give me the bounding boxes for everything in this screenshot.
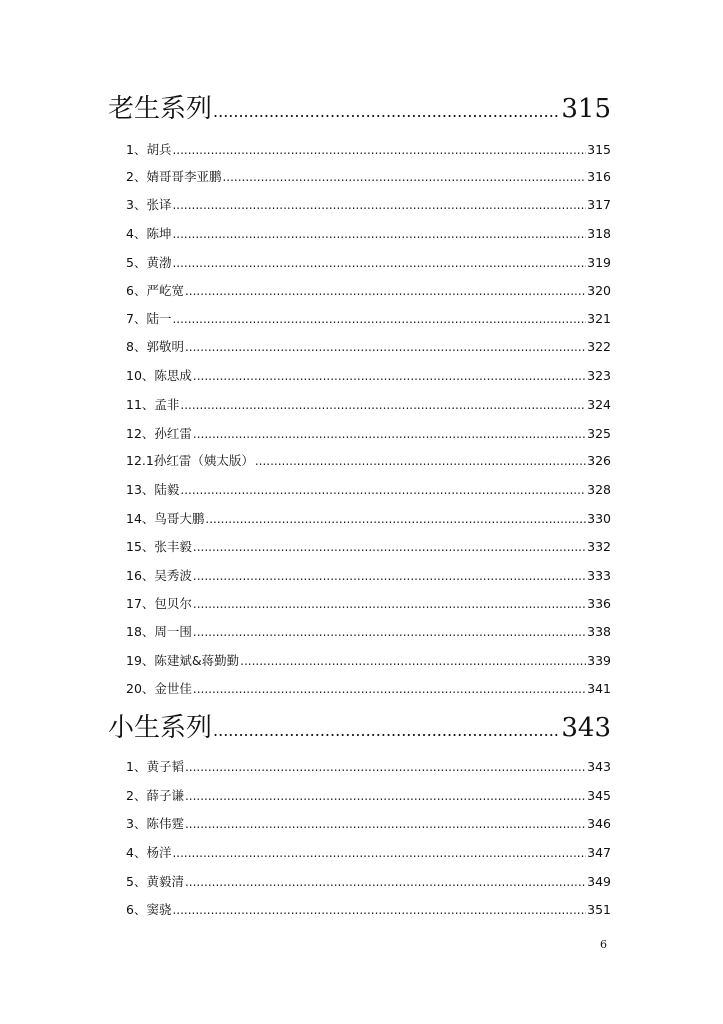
entry-page-number: 333 — [587, 568, 611, 583]
section-title: 小生系列 — [108, 713, 213, 743]
toc-entry[interactable] — [126, 480, 611, 498]
toc-entry[interactable] — [126, 757, 611, 775]
entry-label: 2、薛子谦 — [126, 788, 184, 803]
entry-label: 17、包贝尔 — [126, 596, 192, 611]
entry-label: 4、杨洋 — [126, 845, 172, 860]
entry-label: 13、陆毅 — [126, 482, 180, 497]
entry-page-number: 339 — [587, 653, 611, 668]
entry-page-number: 318 — [587, 226, 611, 241]
toc-entry[interactable] — [126, 224, 611, 242]
dot-leader — [213, 102, 560, 121]
toc-entry[interactable] — [126, 337, 611, 355]
toc-entry[interactable] — [126, 195, 611, 213]
dot-leader — [193, 625, 586, 639]
dot-leader — [193, 569, 586, 583]
toc-entry[interactable] — [126, 451, 611, 469]
entry-label: 6、窦骁 — [126, 902, 172, 917]
entry-page-number: 349 — [587, 874, 611, 889]
entry-page-number: 316 — [587, 169, 611, 184]
entry-label: 1、黄子韬 — [126, 759, 184, 774]
dot-leader — [185, 817, 586, 831]
section-page-number: 315 — [561, 94, 611, 124]
toc-entry[interactable] — [126, 651, 611, 669]
section-title: 老生系列 — [108, 94, 213, 124]
entry-page-number: 341 — [587, 681, 611, 696]
entry-label: 16、吴秀波 — [126, 568, 192, 583]
toc-entry[interactable] — [126, 786, 611, 804]
toc-entry[interactable] — [126, 594, 611, 612]
dot-leader — [193, 540, 586, 554]
entry-label: 3、陈伟霆 — [126, 816, 184, 831]
dot-leader — [193, 682, 586, 696]
entry-page-number: 324 — [587, 397, 611, 412]
dot-leader — [172, 312, 586, 326]
dot-leader — [185, 789, 586, 803]
entry-page-number: 343 — [587, 759, 611, 774]
toc-entry[interactable] — [126, 424, 611, 442]
toc-entry[interactable] — [126, 395, 611, 413]
toc-entry[interactable] — [126, 900, 611, 918]
entry-page-number: 330 — [587, 511, 611, 526]
dot-leader — [180, 398, 586, 412]
toc-entry[interactable] — [126, 167, 611, 185]
dot-leader — [172, 227, 586, 241]
dot-leader — [193, 369, 586, 383]
dot-leader — [222, 170, 586, 184]
entry-page-number: 321 — [587, 311, 611, 326]
entry-label: 3、张译 — [126, 197, 172, 212]
dot-leader — [172, 198, 586, 212]
entry-page-number: 328 — [587, 482, 611, 497]
entry-page-number: 336 — [587, 596, 611, 611]
entry-label: 15、张丰毅 — [126, 539, 192, 554]
page-number: 6 — [600, 938, 607, 951]
entry-label: 6、严屹宽 — [126, 283, 184, 298]
toc-section-heading[interactable] — [108, 88, 611, 125]
entry-label: 5、黄渤 — [126, 255, 172, 270]
toc-entry[interactable] — [126, 309, 611, 327]
entry-label: 12、孙红雷 — [126, 426, 192, 441]
toc-entry[interactable] — [126, 843, 611, 861]
entry-label: 18、周一围 — [126, 624, 192, 639]
toc-entry[interactable] — [126, 537, 611, 555]
toc-entry[interactable] — [126, 566, 611, 584]
toc-entry[interactable] — [126, 814, 611, 832]
entry-page-number: 319 — [587, 255, 611, 270]
toc-entry[interactable] — [126, 509, 611, 527]
entry-page-number: 315 — [587, 142, 611, 157]
entry-label: 20、金世佳 — [126, 681, 192, 696]
dot-leader — [172, 846, 586, 860]
entry-label: 14、鸟哥大鹏 — [126, 511, 205, 526]
toc-entry[interactable] — [126, 281, 611, 299]
dot-leader — [240, 654, 586, 668]
entry-label: 5、黄毅清 — [126, 874, 184, 889]
toc-entry[interactable] — [126, 622, 611, 640]
entry-page-number: 351 — [587, 902, 611, 917]
entry-label: 10、陈思成 — [126, 368, 192, 383]
dot-leader — [193, 427, 586, 441]
entry-page-number: 347 — [587, 845, 611, 860]
entry-page-number: 323 — [587, 368, 611, 383]
entry-label: 12.1孙红雷（姨太版） — [126, 453, 254, 468]
entry-label: 4、陈坤 — [126, 226, 172, 241]
dot-leader — [172, 903, 586, 917]
toc-entry[interactable] — [126, 679, 611, 697]
entry-page-number: 322 — [587, 339, 611, 354]
toc-entry[interactable] — [126, 872, 611, 890]
entry-page-number: 346 — [587, 816, 611, 831]
entry-page-number: 326 — [587, 453, 611, 468]
entry-label: 8、郭敬明 — [126, 339, 184, 354]
toc-entry[interactable] — [126, 253, 611, 271]
dot-leader — [180, 483, 586, 497]
dot-leader — [172, 256, 586, 270]
entry-page-number: 338 — [587, 624, 611, 639]
dot-leader — [185, 875, 586, 889]
dot-leader — [185, 760, 586, 774]
entry-label: 19、陈建斌&蒋勤勤 — [126, 653, 240, 668]
toc-section-heading[interactable] — [108, 707, 611, 744]
toc-entry[interactable] — [126, 366, 611, 384]
entry-label: 1、胡兵 — [126, 142, 172, 157]
dot-leader — [185, 284, 586, 298]
entry-label: 11、孟非 — [126, 397, 180, 412]
dot-leader — [255, 454, 586, 468]
dot-leader — [213, 721, 560, 740]
dot-leader — [172, 143, 586, 157]
dot-leader — [205, 512, 586, 526]
entry-page-number: 317 — [587, 197, 611, 212]
entry-page-number: 332 — [587, 539, 611, 554]
section-page-number: 343 — [561, 713, 611, 743]
dot-leader — [185, 340, 586, 354]
entry-page-number: 345 — [587, 788, 611, 803]
entry-label: 7、陆一 — [126, 311, 172, 326]
dot-leader — [193, 597, 586, 611]
entry-label: 2、婧哥哥李亚鹏 — [126, 169, 222, 184]
entry-page-number: 320 — [587, 283, 611, 298]
toc-entry[interactable] — [126, 140, 611, 158]
entry-page-number: 325 — [587, 426, 611, 441]
